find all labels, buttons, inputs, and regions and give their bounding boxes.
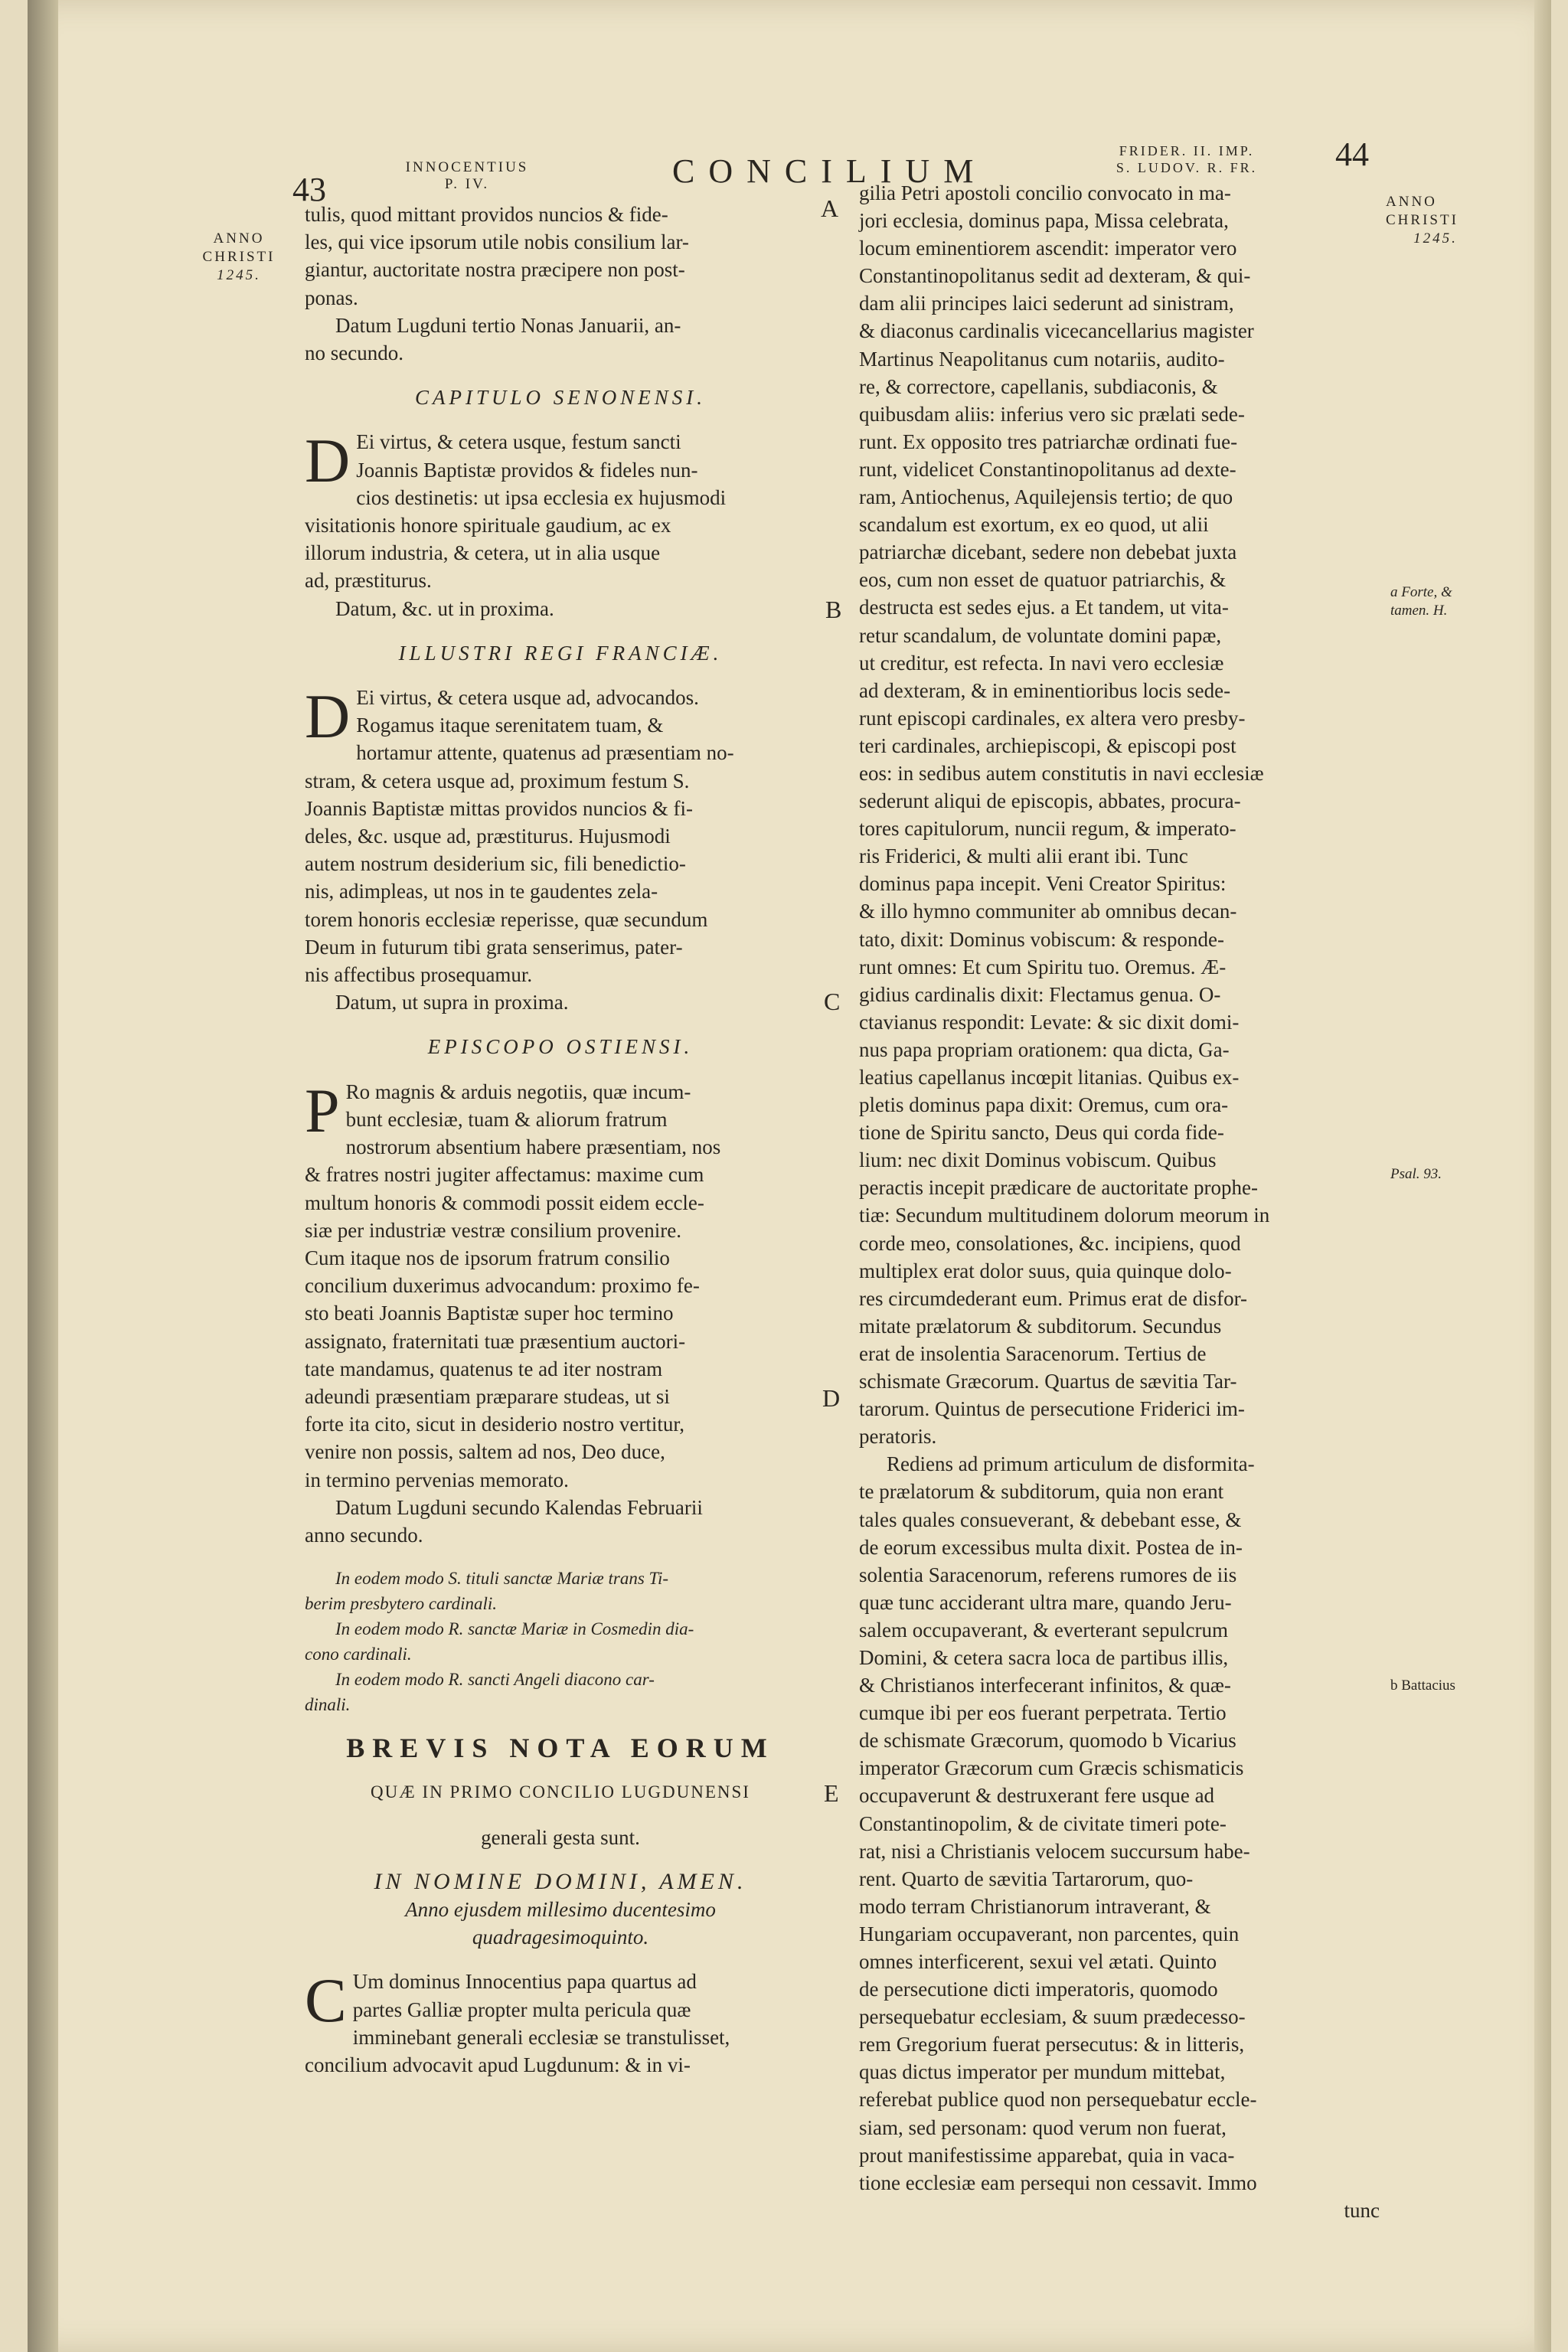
- line: Hungariam occupaverant, non parcentes, quin: [859, 1922, 1240, 1945]
- line: teri cardinales, archiepiscopi, & episcopi post: [859, 733, 1236, 757]
- date-3: Datum, ut supra in proxima.: [335, 991, 569, 1014]
- paragraph-3: [305, 681, 816, 988]
- running-head-left: [390, 159, 544, 193]
- line: illorum industria, & cetera, ut in alia usque: [305, 541, 661, 565]
- line: lium: nec dixit Dominus vobiscum. Quibus: [859, 1148, 1217, 1172]
- binding-gutter: [28, 0, 58, 2352]
- line: Ei virtus, & cetera usque, festum sancti: [356, 430, 681, 454]
- section-letter-e: E: [824, 1779, 839, 1807]
- line: tores capitulorum, nuncii regum, & imperato-: [859, 817, 1236, 841]
- line: rat, nisi a Christianis velocem succursum habe-: [859, 1839, 1250, 1863]
- line: autem nostrum desiderium sic, fili benedictio-: [305, 852, 686, 876]
- line: Deum in futurum tibi grata senserimus, pater-: [305, 935, 683, 959]
- line: occupaverunt & destruxerant fere usque ad: [859, 1784, 1215, 1808]
- line: te prælatorum & subditorum, quia non erant: [859, 1480, 1224, 1504]
- line: cumque ibi per eos fuerant perpetrata. Tertio: [859, 1701, 1227, 1725]
- line: ponas.: [305, 286, 358, 309]
- line: Datum Lugduni secundo Kalendas Februarii: [335, 1495, 703, 1519]
- line: de schismate Græcorum, quomodo b Vicarius: [859, 1729, 1236, 1753]
- line: dominus papa incepit. Veni Creator Spiritus:: [859, 872, 1227, 896]
- line: de eorum excessibus multa dixit. Postea de in-: [859, 1535, 1243, 1559]
- line: salem occupaverant, & everterant sepulcrum: [859, 1618, 1229, 1642]
- line: prout manifestissime apparebat, quia in vaca-: [859, 2143, 1235, 2167]
- margin-anno-left-3: 1245.: [217, 267, 261, 283]
- line: tate mandamus, quatenus te ad iter nostram: [305, 1357, 663, 1380]
- line: schismate Græcorum. Quartus de sævitia Tar-: [859, 1370, 1237, 1393]
- line: deles, &c. usque ad, præstiturus. Hujusmodi: [305, 825, 671, 848]
- date-2: Datum, &c. ut in proxima.: [335, 596, 554, 620]
- line: ut creditur, est refecta. In navi vero ecclesiæ: [859, 651, 1224, 675]
- line: in termino pervenias memorato.: [305, 1468, 569, 1491]
- line: nus papa propriam orationem: qua dicta, Ga-: [859, 1037, 1230, 1061]
- line: dam alii principes laici sederunt ad sinistram,: [859, 292, 1234, 315]
- line: referebat publice quod non persequebatur eccle-: [859, 2088, 1257, 2112]
- line: Constantinopolim, & de civitate timeri pote-: [859, 1811, 1227, 1835]
- line: de persecutione dicti imperatoris, quomodo: [859, 1978, 1218, 2001]
- line: tione ecclesiæ eam persequi non cessavit. Immo: [859, 2171, 1257, 2194]
- margin-note-b: b Battacius: [1390, 1677, 1455, 1694]
- line: adeundi præsentiam præparare studeas, ut si: [305, 1384, 670, 1408]
- margin-anno-left-2: CHRISTI: [202, 249, 276, 265]
- line: hortamur attente, quatenus ad præsentiam no-: [356, 741, 734, 765]
- line: scandalum est exortum, ex eo quod, ut alii: [859, 513, 1209, 537]
- line: cios destinetis: ut ipsa ecclesia ex hujusmodi: [356, 485, 727, 509]
- line: quibusdam aliis: inferius vero sic prælati sede-: [859, 402, 1245, 426]
- line: runt episcopi cardinales, ex altera vero presby-: [859, 706, 1246, 730]
- line: dinali.: [305, 1695, 351, 1715]
- margin-note-psalm: Psal. 93.: [1390, 1166, 1442, 1182]
- right-paragraph-2: [859, 1450, 1387, 2197]
- line: erat de insolentia Saracenorum. Tertius de: [859, 1341, 1207, 1365]
- line: locum eminentiorem ascendit: imperator vero: [859, 237, 1237, 260]
- line: gidius cardinalis dixit: Flectamus genua. O-: [859, 982, 1221, 1006]
- margin-anno-left-1: ANNO: [213, 230, 265, 247]
- line: quadragesimoquinto.: [472, 1926, 649, 1949]
- line: solentia Saracenorum, referens rumores de iis: [859, 1563, 1237, 1586]
- margin-note-a-1: a Forte, &: [1390, 584, 1452, 600]
- line: berim presbytero cardinali.: [305, 1594, 498, 1614]
- line: concilium advocavit apud Lugdunum: & in vi-: [305, 2053, 691, 2076]
- line: omnes interficerent, sexui vel ætati. Quinto: [859, 1950, 1217, 1973]
- line: persequebatur ecclesiam, & suum prædecesso-: [859, 2005, 1246, 2029]
- line: les, qui vice ipsorum utile nobis consilium lar-: [305, 230, 689, 254]
- line: Um dominus Innocentius papa quartus ad: [352, 1970, 697, 1994]
- section-letter-a: A: [821, 194, 839, 222]
- cardinal-notes: [305, 1566, 816, 1717]
- line: siam, sed personam: quod verum non fuerat,: [859, 2115, 1227, 2139]
- line: Domini, & cetera sacra loca de partibus illis,: [859, 1645, 1229, 1669]
- line: concilium duxerimus advocandum: proximo fe-: [305, 1274, 700, 1298]
- heading-regi: ILLUSTRI REGI FRANCIÆ.: [398, 641, 723, 665]
- drop-cap: D: [305, 426, 351, 496]
- line: In eodem modo R. sancti Angeli diacono car-: [335, 1670, 655, 1690]
- line: anno secundo.: [305, 1523, 423, 1547]
- subheading-generali: generali gesta sunt.: [481, 1825, 640, 1849]
- line: Ei virtus, & cetera usque ad, advocandos.: [356, 686, 699, 710]
- line: re, & correctore, capellanis, subdiaconis, &: [859, 374, 1218, 398]
- line: bunt ecclesiæ, tuam & aliorum fratrum: [345, 1107, 668, 1131]
- line: rent. Quarto de sævitia Tartarorum, quo-: [859, 1867, 1194, 1890]
- line: no secundo.: [305, 341, 403, 365]
- line: Cum itaque nos de ipsorum fratrum consilio: [305, 1246, 670, 1269]
- heading-episcopo: EPISCOPO OSTIENSI.: [427, 1035, 694, 1059]
- line: Joannis Baptistæ providos & fideles nun-: [356, 458, 698, 482]
- line: stram, & cetera usque ad, proximum festum S.: [305, 769, 690, 792]
- left-column: [305, 201, 816, 2079]
- line: tarorum. Quintus de persecutione Friderici im-: [859, 1397, 1245, 1421]
- line: ris Friderici, & multi alii erant ibi. Tunc: [859, 844, 1188, 868]
- line: eos: in sedibus autem constitutis in navi ecclesiæ: [859, 761, 1264, 785]
- line: siæ per industriæ vestræ consilium provenire.: [305, 1218, 681, 1242]
- running-head-right-line1: FRIDER. II. IMP.: [1119, 143, 1255, 158]
- line: & fratres nostri jugiter affectamus: maxime cum: [305, 1163, 704, 1187]
- line: Ro magnis & arduis negotiis, quæ incum-: [345, 1080, 691, 1103]
- line: Anno ejusdem millesimo ducentesimo: [405, 1897, 716, 1921]
- line: jori ecclesia, dominus papa, Missa celebrata,: [859, 209, 1229, 233]
- heading-brevis-nota: BREVIS NOTA EORUM: [346, 1733, 775, 1764]
- line: tales quales consueverant, & debebant esse, &: [859, 1508, 1242, 1531]
- line: tione de Spiritu sancto, Deus qui corda fide-: [859, 1121, 1224, 1145]
- paragraph-1: [305, 201, 816, 312]
- line: partes Galliæ propter multa pericula quæ: [352, 1998, 691, 2021]
- line: visitationis honore spirituale gaudium, ac ex: [305, 514, 671, 537]
- margin-note-a: [1390, 583, 1452, 620]
- line: peractis incepit prædicare de auctoritate prophe-: [859, 1176, 1259, 1200]
- line: ram, Antiochenus, Aquilejensis tertio; de quo: [859, 485, 1233, 509]
- margin-anno-left: [201, 230, 277, 285]
- line: In eodem modo S. tituli sanctæ Mariæ trans Ti-: [335, 1569, 669, 1589]
- line: ad, præstiturus.: [305, 569, 432, 593]
- line: In eodem modo R. sanctæ Mariæ in Cosmedin dia-: [335, 1619, 694, 1639]
- line: tato, dixit: Dominus vobiscum: & responde-: [859, 927, 1224, 951]
- margin-anno-right-1: ANNO: [1386, 194, 1437, 210]
- line: gilia Petri apostoli concilio convocato in ma-: [859, 181, 1231, 204]
- line: mitate prælatorum & subditorum. Secundus: [859, 1314, 1222, 1338]
- line: Joannis Baptistæ mittas providos nuncios & fi-: [305, 796, 693, 820]
- line: sederunt aliqui de episcopis, abbates, procura-: [859, 789, 1241, 813]
- page-edge: [1534, 0, 1551, 2352]
- line: tiæ: Secundum multitudinem dolorum meorum in: [859, 1204, 1270, 1227]
- margin-anno-right-2: CHRISTI: [1386, 212, 1459, 228]
- paragraph-4: [305, 1075, 816, 1494]
- page-title: CONCILIUM: [672, 152, 988, 190]
- line: forte ita cito, sicut in desiderio nostro vertitur,: [305, 1413, 685, 1436]
- drop-cap: P: [305, 1075, 340, 1145]
- running-head-left-line2: P. IV.: [444, 176, 490, 192]
- page-number-left: 43: [292, 171, 326, 208]
- line: imminebant generali ecclesiæ se transtulisset,: [352, 2025, 730, 2049]
- line: Martinus Neapolitanus cum notariis, audito-: [859, 347, 1225, 371]
- margin-anno-right: [1386, 193, 1485, 248]
- line: nis, adimpleas, ut nos in te gaudentes zela-: [305, 880, 658, 903]
- line: imperator Græcorum cum Græcis schismaticis: [859, 1756, 1244, 1780]
- line: peratoris.: [859, 1425, 937, 1449]
- heading-capitulo: CAPITULO SENONENSI.: [414, 386, 707, 410]
- line: Rediens ad primum articulum de disformita-: [887, 1452, 1255, 1476]
- right-paragraph-1: [859, 179, 1387, 1450]
- line: runt, videlicet Constantinopolitanus ad dexte-: [859, 457, 1236, 481]
- line: cono cardinali.: [305, 1645, 412, 1664]
- line: quas dictus imperator per mundum mittebat,: [859, 2060, 1226, 2084]
- subheading-concilio: QUÆ IN PRIMO CONCILIO LUGDUNENSI: [371, 1782, 750, 1802]
- line: ctavianus respondit: Levate: & sic dixit domi-: [859, 1010, 1240, 1034]
- section-letter-d: D: [822, 1384, 841, 1412]
- line: leatius capellanus incœpit litanias. Quibus ex-: [859, 1066, 1240, 1089]
- line: corde meo, consolationes, &c. incipiens, quod: [859, 1231, 1241, 1255]
- page-number-right: 44: [1335, 136, 1369, 173]
- line: tulis, quod mittant providos nuncios & fide-: [305, 203, 668, 226]
- paragraph-2: [305, 428, 816, 594]
- line: multum honoris & commodi possit eidem eccle-: [305, 1191, 704, 1214]
- line: & Christianos interfecerant infinitos, & quæ-: [859, 1674, 1231, 1697]
- right-column: [859, 179, 1387, 2224]
- date-1: [305, 312, 816, 367]
- line: Rogamus itaque serenitatem tuam, &: [356, 714, 664, 737]
- running-head-left-line1: INNOCENTIUS: [405, 159, 529, 175]
- heading-in-nomine: IN NOMINE DOMINI, AMEN.: [374, 1868, 747, 1894]
- line: rem Gregorium fuerat persecutus: & in litteris,: [859, 2033, 1245, 2056]
- line: Datum Lugduni tertio Nonas Januarii, an-: [335, 313, 681, 337]
- line: nostrorum absentium habere præsentiam, nos: [345, 1135, 721, 1159]
- line: runt omnes: Et cum Spiritu tuo. Oremus. Æ-: [859, 955, 1227, 978]
- line: runt. Ex opposito tres patriarchæ ordinati fue-: [859, 430, 1238, 453]
- line: modo terram Christianorum intraverant, &: [859, 1894, 1211, 1918]
- margin-note-a-2: tamen. H.: [1390, 603, 1448, 619]
- paragraph-5: [305, 1965, 816, 2079]
- line: destructa est sedes ejus. a Et tandem, ut vita-: [859, 596, 1229, 619]
- line: nis affectibus prosequamur.: [305, 963, 533, 987]
- line: torem honoris ecclesiæ reperisse, quæ secundum: [305, 907, 708, 931]
- line: giantur, auctoritate nostra præcipere non post-: [305, 258, 685, 282]
- running-head-right-line2: S. LUDOV. R. FR.: [1116, 160, 1258, 175]
- date-4: [305, 1494, 816, 1549]
- line: eos, cum non esset de quatuor patriarchis, &: [859, 568, 1227, 592]
- margin-anno-right-3: 1245.: [1413, 230, 1458, 247]
- heading-anno: [305, 1896, 816, 1951]
- drop-cap: D: [305, 681, 351, 752]
- line: quæ tunc acciderant ultra mare, quando Jeru-: [859, 1590, 1232, 1614]
- line: ad dexteram, & in eminentioribus locis sede-: [859, 678, 1231, 702]
- drop-cap: C: [305, 1965, 347, 2036]
- line: venire non possis, saltem ad nos, Deo duce,: [305, 1440, 665, 1464]
- line: & illo hymno communiter ab omnibus decan-: [859, 900, 1237, 923]
- line: patriarchæ dicebant, sedere non debebat juxta: [859, 541, 1237, 564]
- running-head-right: [1087, 142, 1286, 176]
- line: assignato, fraternitati tuæ præsentium auctori-: [305, 1329, 686, 1353]
- line: sto beati Joannis Baptistæ super hoc termino: [305, 1302, 674, 1325]
- line: Constantinopolitanus sedit ad dexteram, & qui-: [859, 264, 1251, 288]
- section-letter-b: B: [825, 596, 842, 623]
- line: multiplex erat dolor suus, quia quinque dolo-: [859, 1259, 1232, 1282]
- line: retur scandalum, de voluntate domini papæ,: [859, 623, 1222, 647]
- line: & diaconus cardinalis vicecancellarius magister: [859, 319, 1254, 343]
- line: pletis dominus papa dixit: Oremus, cum ora-: [859, 1093, 1229, 1117]
- line: res circumdederant eum. Primus erat de disfor-: [859, 1286, 1248, 1310]
- section-letter-c: C: [824, 988, 841, 1015]
- catchword: tunc: [1344, 2198, 1380, 2222]
